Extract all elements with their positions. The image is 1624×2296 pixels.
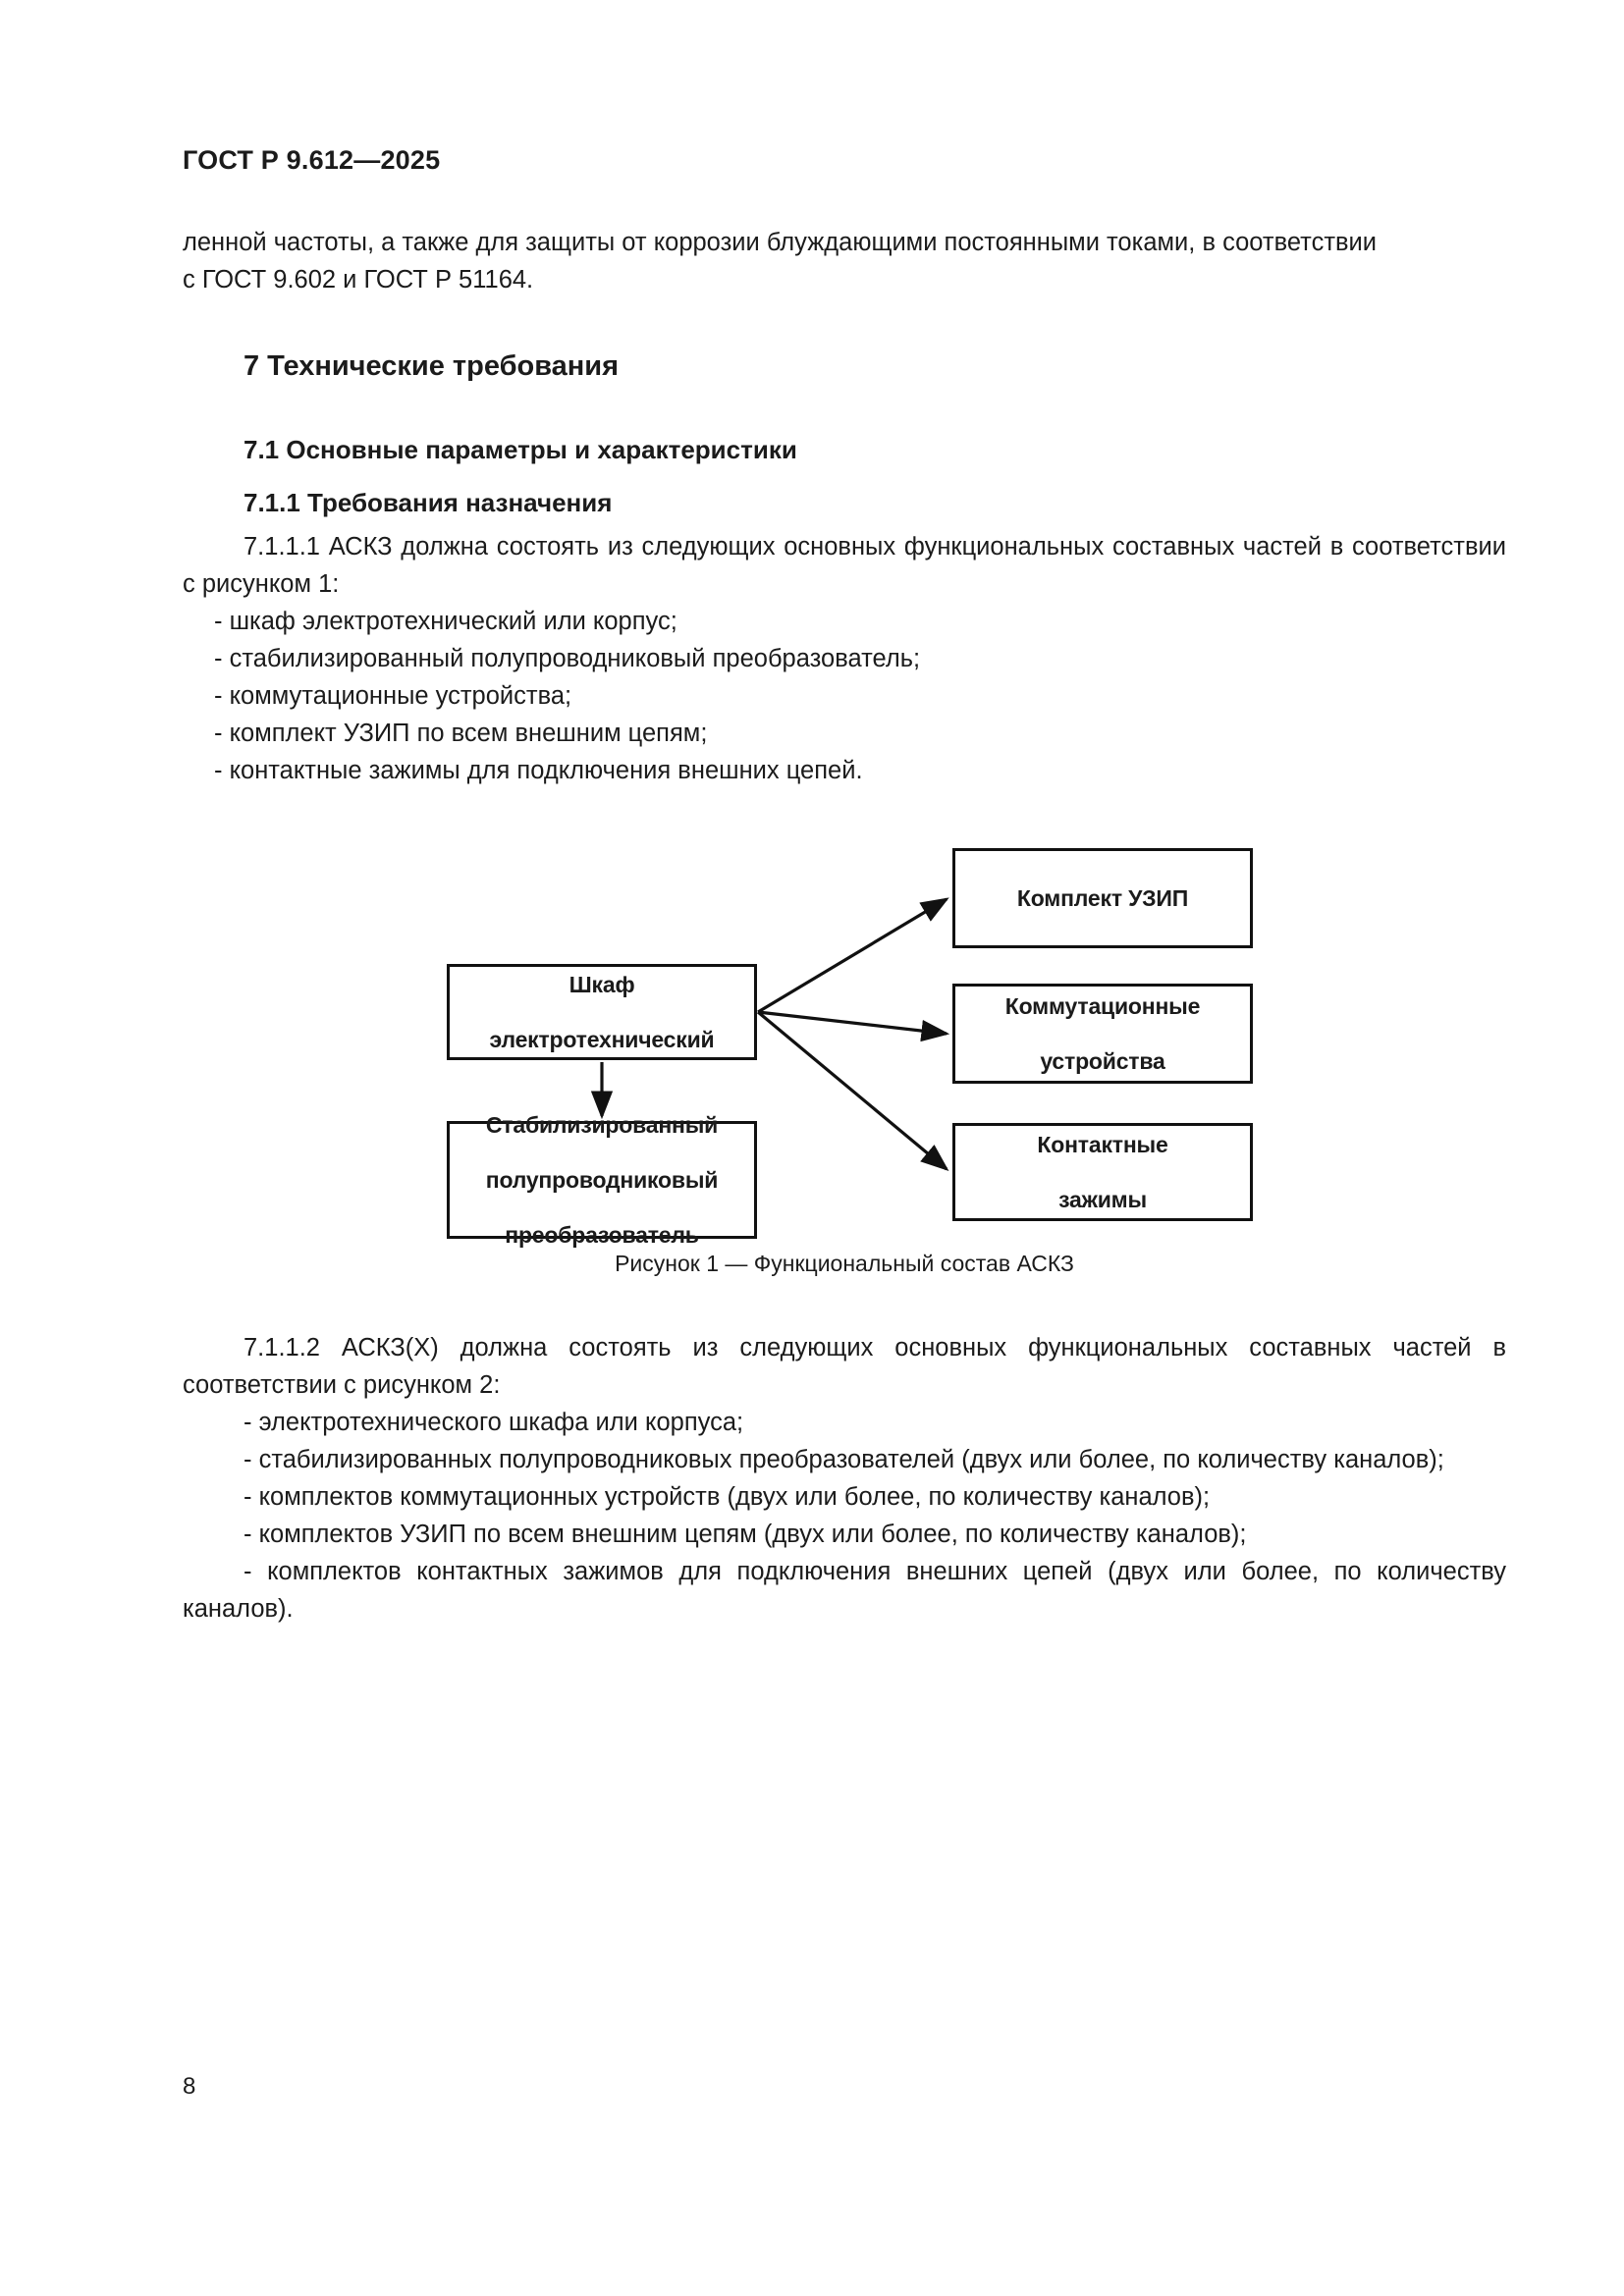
list-item: - стабилизированный полупроводниковый преобразователь; bbox=[214, 645, 921, 672]
diagram-box-switching-line-1: Коммутационные bbox=[1004, 993, 1201, 1019]
diagram-box-converter-line-1: Стабилизированный bbox=[485, 1112, 719, 1138]
diagram-box-uzip bbox=[952, 848, 1253, 948]
diagram-box-terminals bbox=[952, 1123, 1253, 1221]
list-item: - комплектов контактных зажимов для подключения внешних цепей (двух или более, по количеству каналов). bbox=[183, 1558, 1506, 1623]
arrow-cabinet-to-terminals bbox=[758, 1012, 947, 1169]
diagram-box-converter-line-3: преобразователь bbox=[505, 1222, 699, 1248]
intro-line-2: с ГОСТ 9.602 и ГОСТ Р 51164. bbox=[183, 266, 534, 294]
list-item: - комплектов коммутационных устройств (двух или более, по количеству каналов); bbox=[244, 1483, 1211, 1511]
heading-section-7-1: 7.1 Основные параметры и характеристики bbox=[244, 435, 797, 464]
running-header: ГОСТ Р 9.612—2025 bbox=[183, 145, 441, 175]
diagram-box-converter bbox=[447, 1112, 757, 1248]
diagram-box-cabinet-line-1: Шкаф bbox=[568, 972, 635, 997]
diagram-box-switching-devices bbox=[952, 984, 1253, 1084]
clause-7-1-1-1-list bbox=[183, 603, 1506, 789]
list-item: - комплект УЗИП по всем внешним цепям; bbox=[214, 720, 708, 747]
list-item: - электротехнического шкафа или корпуса; bbox=[244, 1409, 744, 1436]
list-item: - контактные зажимы для подключения внешних цепей. bbox=[214, 757, 863, 784]
clause-7-1-1-2-list bbox=[183, 1404, 1506, 1628]
list-item: - стабилизированных полупроводниковых преобразователей (двух или более, по количеству каналов); bbox=[244, 1446, 1444, 1473]
page-content bbox=[183, 224, 1506, 1628]
clause-7-1-1-1-text: 7.1.1.1 АСКЗ должна состоять из следующих основных функциональных составных частей в соответствии с рисунком 1: bbox=[183, 533, 1506, 598]
arrow-cabinet-to-switching bbox=[758, 1012, 947, 1034]
diagram-box-terminals-line-1: Контактные bbox=[1037, 1132, 1168, 1157]
diagram-box-uzip-label: Комплект УЗИП bbox=[1016, 885, 1189, 911]
heading-section-7-1-1: 7.1.1 Требования назначения bbox=[244, 488, 613, 517]
list-item: - комплектов УЗИП по всем внешним цепям (двух или более, по количеству каналов); bbox=[244, 1521, 1247, 1548]
diagram-box-cabinet bbox=[447, 964, 757, 1060]
figure-1-connectors bbox=[183, 827, 1506, 1249]
list-item: - коммутационные устройства; bbox=[214, 682, 572, 710]
intro-line-1: ленной частоты, а также для защиты от коррозии блуждающими постоянными токами, в соответствии bbox=[183, 229, 1378, 256]
diagram-box-converter-line-2: полупроводниковый bbox=[485, 1167, 719, 1193]
figure-1-diagram bbox=[183, 827, 1506, 1249]
diagram-box-terminals-line-2: зажимы bbox=[1058, 1187, 1147, 1212]
diagram-box-cabinet-line-2: электротехнический bbox=[489, 1027, 715, 1052]
list-item: - шкаф электротехнический или корпус; bbox=[214, 608, 677, 635]
heading-section-7: 7 Технические требования bbox=[244, 350, 620, 382]
clause-7-1-1-2-text: 7.1.1.2 АСКЗ(Х) должна состоять из следующих основных функциональных составных частей в соответствии с рисунком 2: bbox=[183, 1334, 1506, 1399]
page-number: 8 bbox=[183, 2073, 196, 2100]
arrow-cabinet-to-uzip bbox=[758, 899, 947, 1012]
diagram-box-switching-line-2: устройства bbox=[1040, 1048, 1165, 1074]
figure-1-caption: Рисунок 1 — Функциональный состав АСКЗ bbox=[615, 1251, 1074, 1276]
intro-paragraph bbox=[183, 224, 1506, 298]
